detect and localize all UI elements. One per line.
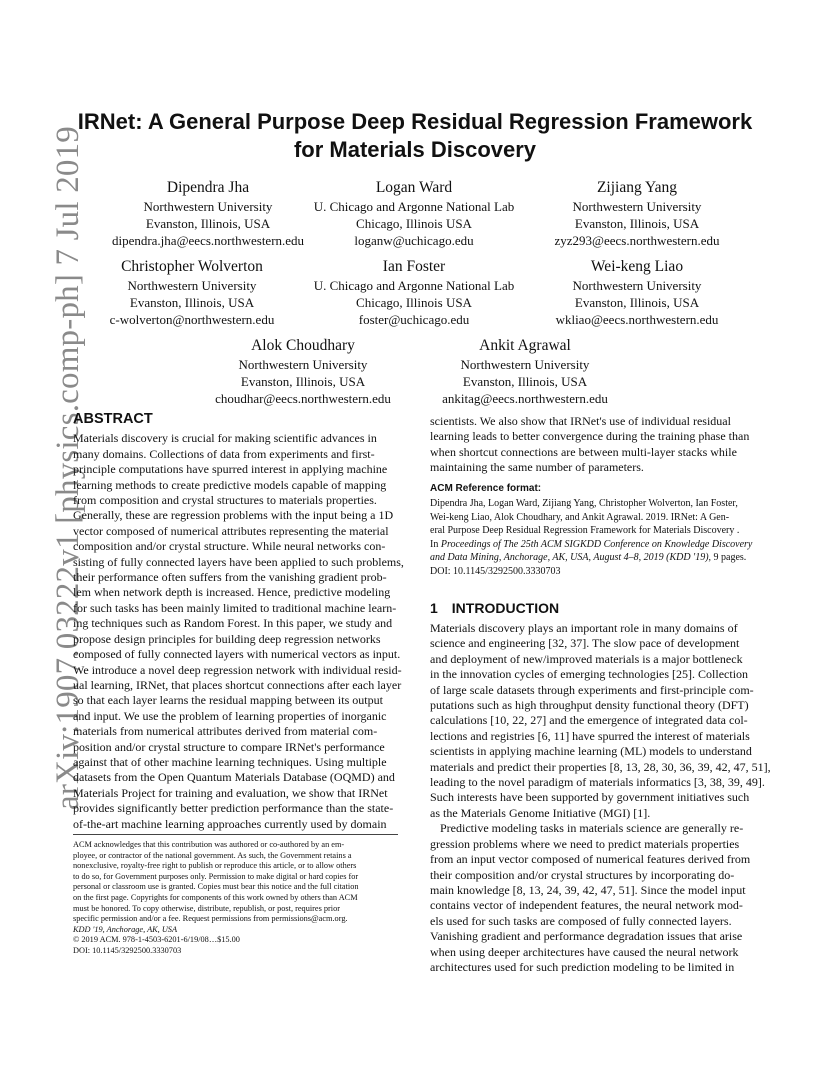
- author-block: [88, 178, 328, 249]
- author-location: Chicago, Illinois USA: [356, 216, 472, 231]
- introduction-line: calculations [10, 22, 27] and the emergence of integrated data col-: [430, 713, 748, 728]
- author-name: Ankit Agrawal: [479, 337, 571, 354]
- introduction-line: Vanishing gradient and performance degradation issues that arise: [430, 929, 743, 944]
- acm-reference-doi[interactable]: DOI: 10.1145/3292500.3330703: [430, 565, 561, 577]
- introduction-paragraph-2: [430, 821, 756, 975]
- footnote-doi[interactable]: DOI: 10.1145/3292500.3330703: [73, 945, 182, 955]
- introduction-line: scientists in applying machine learning (ML) models to understand: [430, 744, 752, 759]
- introduction-line: science and engineering [32, 37]. The slow pace of development: [430, 636, 740, 651]
- author-location: Evanston, Illinois, USA: [129, 295, 255, 310]
- abstract-line: propose design principles for building deep regression networks: [73, 631, 381, 646]
- introduction-line: lections and registries [6, 11] have spurred the interest of materials: [430, 728, 750, 743]
- abstract-line: for such tasks has been mainly limited to traditional machine learn-: [73, 600, 397, 615]
- author-email[interactable]: choudhar@eecs.northwestern.edu: [215, 391, 391, 406]
- author-block: [405, 336, 645, 407]
- abstract-line: provides significantly better prediction performance than the state-: [73, 801, 394, 816]
- abstract-line: Materials Project for training and evaluation, we show that IRNet: [73, 785, 388, 800]
- abstract-line: ing techniques such as Random Forest. In this paper, we study and: [73, 616, 393, 631]
- author-location: Chicago, Illinois USA: [356, 295, 472, 310]
- introduction-line: gression problems where we need to predict materials properties: [430, 836, 740, 851]
- introduction-body: [430, 621, 771, 975]
- section-title: INTRODUCTION: [451, 600, 560, 616]
- author-block: [294, 257, 534, 328]
- introduction-line: putations such as high throughput density functional theory (DFT): [430, 698, 749, 713]
- abstract-line: from composition and crystal structures to materials properties.: [73, 493, 377, 508]
- footnote-line: personal or classroom use is granted. Copies must bear this notice and the full citation: [73, 882, 359, 892]
- footnote-line: specific permission and/or a fee. Request permissions from permissions@acm.org.: [73, 914, 348, 924]
- acm-reference-line: [430, 538, 752, 552]
- abstract-heading: ABSTRACT: [73, 411, 153, 427]
- arxiv-identifier-stamp: [18, 126, 86, 810]
- introduction-line: and deployment of new/improved materials is a major bottleneck: [430, 651, 743, 666]
- author-email[interactable]: loganw@uchicago.edu: [354, 233, 474, 248]
- abstract-line: vector composed of numerical attributes representing the material: [73, 523, 389, 538]
- introduction-line: Predictive modeling tasks in materials science are generally re-: [440, 821, 744, 836]
- abstract-line: principle computations have spurred interest in applying machine: [73, 462, 388, 477]
- abstract-continued-body: [430, 414, 756, 476]
- acm-reference-proceedings: Proceedings of The 25th ACM SIGKDD Conference on Knowledge Discovery: [440, 538, 753, 550]
- author-affiliation: Northwestern University: [572, 199, 702, 214]
- abstract-line: against that of other machine learning techniques. Using multiple: [73, 754, 387, 769]
- abstract-line: datasets from the Open Quantum Materials Database (OQMD) and: [73, 770, 395, 785]
- introduction-line: leading to the novel paradigm of materials informatics [3, 38, 39, 49].: [430, 775, 765, 790]
- abstract-line: position and/or crystal structure to compare IRNet's performance: [73, 739, 385, 754]
- author-block: [517, 178, 757, 249]
- author-affiliation: Northwestern University: [572, 278, 702, 293]
- author-affiliation: Northwestern University: [143, 199, 273, 214]
- footnote-permissions: [73, 840, 359, 925]
- footnote-line: nonexclusive, royalty-free right to publish or reproduce this article, or to allow others: [73, 861, 357, 871]
- introduction-line: contains vector of independent features, the neural network mod-: [430, 898, 743, 913]
- author-email[interactable]: c-wolverton@northwestern.edu: [109, 312, 275, 327]
- introduction-line: main knowledge [8, 13, 24, 39, 42, 47, 51]. Since the model input: [430, 882, 746, 897]
- acm-reference-body: [430, 497, 752, 579]
- introduction-heading: [430, 600, 559, 616]
- acm-reference-heading: ACM Reference format:: [430, 483, 542, 494]
- abstract-line: We introduce a novel deep regression network with individual resid-: [73, 662, 402, 677]
- author-name: Christopher Wolverton: [121, 258, 263, 275]
- author-email[interactable]: wkliao@eecs.northwestern.edu: [555, 312, 719, 327]
- author-block: [294, 178, 534, 249]
- acm-reference-line: Wei-keng Liao, Alok Choudhary, and Ankit Agrawal. 2019. IRNet: A Gen-: [430, 511, 730, 523]
- title-line-2: for Materials Discovery: [293, 137, 537, 162]
- abstract-line: maintaining the same number of parameters.: [430, 460, 644, 475]
- author-affiliation: Northwestern University: [460, 357, 590, 372]
- abstract-line: Generally, these are regression problems with the input being a 1D: [73, 508, 394, 523]
- abstract-line: composed of fully connected layers with numerical vectors as input.: [73, 647, 401, 662]
- introduction-line: materials and predict their properties [8, 13, 28, 30, 36, 39, 42, 47, 51],: [430, 759, 771, 774]
- abstract-body: [73, 431, 404, 832]
- author-block: [183, 336, 423, 407]
- footnote-divider: [73, 834, 398, 835]
- abstract-line: scientists. We also show that IRNet's use of individual residual: [430, 414, 731, 428]
- footnote-venue: KDD '19, Anchorage, AK, USA: [73, 924, 178, 934]
- abstract-line: and input. We use the problem of learning properties of inorganic: [73, 708, 387, 723]
- abstract-line: ual learning, IRNet, that places shortcut connections after each layer: [73, 677, 402, 692]
- footnote-line: ployee, or contractor of the national government. As such, the Government retains a: [73, 850, 352, 860]
- abstract-line: Materials discovery is crucial for making scientific advances in: [73, 431, 377, 446]
- author-email[interactable]: foster@uchicago.edu: [358, 312, 470, 327]
- acm-reference-conference: and Data Mining, Anchorage, AK, USA, August 4–8, 2019 (KDD '19),: [430, 552, 712, 564]
- footnote-line: to do so, for Government purposes only. Permission to make digital or hard copies for: [73, 871, 359, 881]
- abstract-line: their performance often suffers from the vanishing gradient prob-: [73, 570, 387, 585]
- introduction-line: of large scale datasets through experiments and first-principle com-: [430, 682, 754, 697]
- introduction-line: els used for such tasks are composed of fully connected layers.: [430, 913, 732, 928]
- author-name: Wei-keng Liao: [590, 258, 684, 275]
- introduction-line: Such interests have been supported by government initiatives such: [430, 790, 750, 805]
- introduction-line: Materials discovery plays an important role in many domains of: [430, 621, 738, 635]
- author-affiliation: Northwestern University: [238, 357, 368, 372]
- acm-reference-line: Dipendra Jha, Logan Ward, Zijiang Yang, Christopher Wolverton, Ian Foster,: [430, 498, 738, 509]
- author-location: Evanston, Illinois, USA: [240, 374, 366, 389]
- paper-title: [60, 108, 770, 164]
- author-name: Alok Choudhary: [251, 337, 355, 354]
- footnote-copyright: © 2019 ACM. 978-1-4503-6201-6/19/08…$15.00: [73, 935, 240, 945]
- introduction-line: in the innovation cycles of emerging technologies [25]. Collection: [430, 667, 749, 682]
- acm-reference-prefix: In: [430, 538, 441, 550]
- author-email[interactable]: dipendra.jha@eecs.northwestern.edu: [111, 233, 305, 248]
- author-location: Evanston, Illinois, USA: [574, 216, 700, 231]
- abstract-line: learning methods to create predictive models capable of mapping: [73, 477, 387, 492]
- abstract-line: learning leads to better convergence during the training phase than: [430, 429, 750, 444]
- section-number: 1: [430, 600, 438, 616]
- abstract-section: [73, 411, 404, 832]
- introduction-line: when using deeper architectures have caused the neural network: [430, 944, 739, 959]
- author-affiliation: U. Chicago and Argonne National Lab: [313, 278, 515, 293]
- abstract-line: lem when network depth is increased. Hence, predictive modeling: [73, 585, 391, 600]
- abstract-line: when shortcut connections are between multi-layer stacks while: [430, 444, 737, 459]
- abstract-continued: [430, 414, 756, 476]
- acm-reference-line: eral Purpose Deep Residual Regression Framework for Materials Discovery .: [430, 525, 740, 537]
- author-email[interactable]: ankitag@eecs.northwestern.edu: [442, 391, 608, 406]
- author-block: [72, 257, 312, 328]
- author-location: Evanston, Illinois, USA: [574, 295, 700, 310]
- abstract-line: composition and/or crystal structure. While neural networks con-: [73, 539, 386, 554]
- introduction-paragraph-1: [430, 621, 771, 821]
- abstract-line: many domains. Collections of data from experiments and first-: [73, 446, 375, 461]
- arxiv-stamp-text: arXiv:1907.03222v1 [physics.comp-ph] 7 Jul 2019: [50, 126, 86, 810]
- acm-reference-pages: 9 pages.: [711, 552, 747, 564]
- abstract-line: of-the-art machine learning approaches currently used by domain: [73, 816, 387, 831]
- acm-reference-line: [430, 551, 752, 565]
- introduction-line: their composition and/or crystal structures by incorporating do-: [430, 867, 735, 882]
- author-email[interactable]: zyz293@eecs.northwestern.edu: [554, 233, 720, 248]
- author-affiliation: U. Chicago and Argonne National Lab: [313, 199, 515, 214]
- abstract-line: sisting of fully connected layers have been applied to such problems,: [73, 554, 404, 569]
- author-location: Evanston, Illinois, USA: [145, 216, 271, 231]
- abstract-line: materials from numerical attributes derived from material com-: [73, 724, 378, 739]
- author-name: Ian Foster: [382, 258, 446, 275]
- footnote-line: must be honored. To copy otherwise, distribute, republish, or post, requires prior: [73, 903, 341, 913]
- author-name: Logan Ward: [375, 179, 453, 196]
- abstract-line: so that each layer learns the residual mapping between its output: [73, 693, 383, 708]
- author-block: [517, 257, 757, 328]
- introduction-line: as the Materials Genome Initiative (MGI) [1].: [430, 805, 651, 820]
- title-line-1: IRNet: A General Purpose Deep Residual Regression Framework: [77, 109, 753, 134]
- author-name: Dipendra Jha: [166, 179, 250, 196]
- introduction-line: from an input vector composed of numerical features derived from: [430, 852, 751, 867]
- footnote-line: ACM acknowledges that this contribution was authored or co-authored by an em-: [73, 840, 345, 849]
- author-name: Zijiang Yang: [596, 179, 678, 196]
- author-location: Evanston, Illinois, USA: [462, 374, 588, 389]
- author-affiliation: Northwestern University: [127, 278, 257, 293]
- footnote-line: on the first page. Copyrights for components of this work owned by others than ACM: [73, 892, 358, 902]
- copyright-footnote: [73, 840, 359, 957]
- introduction-line: architectures used for such prediction modeling to be limited in: [430, 959, 735, 974]
